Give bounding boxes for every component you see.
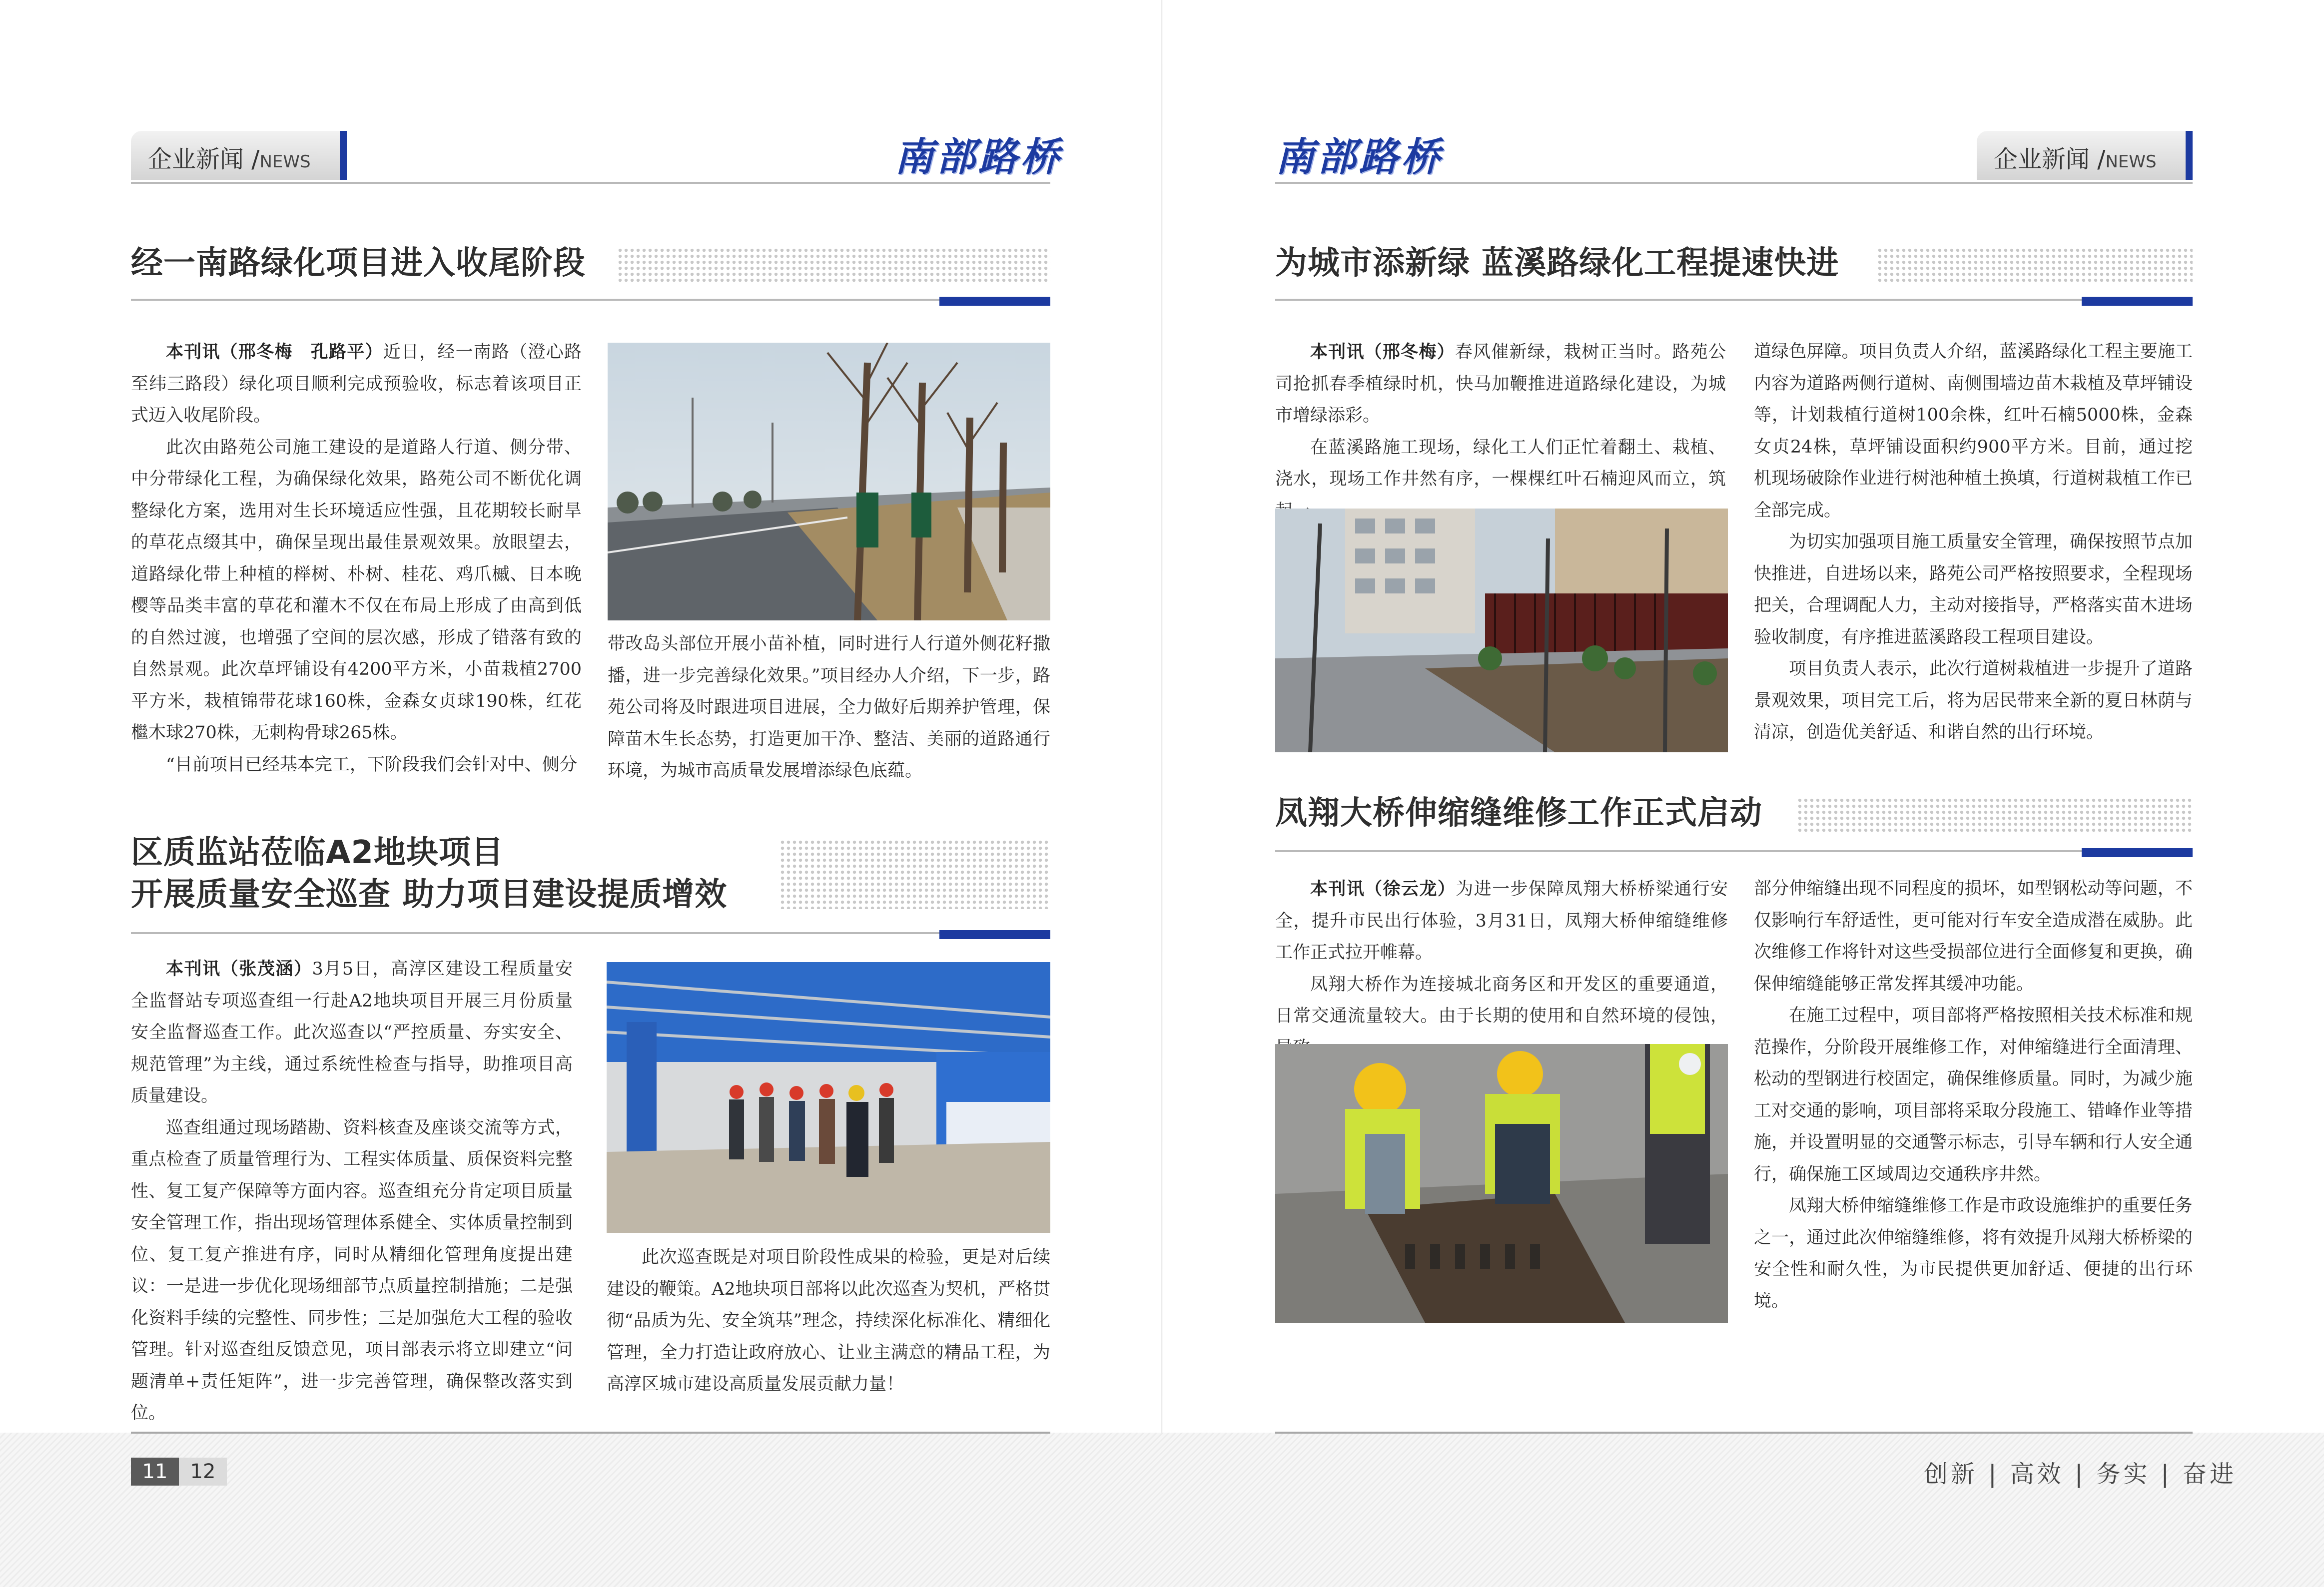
paragraph: 带改岛头部位开展小苗补植，同时进行人行道外侧花籽撒播，进一步完善绿化效果。”项目经办人介绍，下一步，路苑公司将及时跟进项目进展，全力做好后期养护管理，保障苗木生长态势，打造更加干净、整洁、美丽的道路通行环境，为城市高质量发展增添绿色底蕴。 [608,634,1050,781]
header-rule [131,182,1050,184]
paragraph: 近日，经一南路（澄心路至纬三路段）绿化项目顺利完成预验收，标志着该项目正式迈入收尾阶段。 [131,342,582,426]
byline: 本刊讯（邢冬梅 孔路平） [166,342,383,362]
header-rule [1275,182,2193,184]
paragraph: 部分伸缩缝出现不同程度的损坏，如型钢松动等问题，不仅影响行车舒适性，更可能对行车安全造成潜在威胁。此次维修工作将针对这些受损部位进行全面修复和更换，确保伸缩缝能够正常发挥其缓冲功能。 [1754,879,2193,994]
paragraph: 在蓝溪路施工现场，绿化工人们正忙着翻土、栽植、浇水，现场工作井然有序，一棵棵红叶石楠迎风而立，筑 [1275,437,1726,489]
paragraph: 在施工过程中，项目部将严格按照相关技术标准和规范操作，分阶段开展维修工作，对伸缩缝进行全面清理、松动的型钢进行校固定，确保维修质量。同时，为减少施工对交通的影响，项目部将采取分段施工、错峰作业等措施，并设置明显的交通警示标志，引导车辆和行人安全通行，确保施工区域周边交通秩序井然。 [1754,1006,2193,1184]
article-title-line2: 开展质量安全巡查 助力项目建设提质增效 [131,876,728,913]
title-rule [1275,850,2193,852]
footer-slogan: 创新 | 高效 | 务实 | 奋进 [1924,1460,2237,1488]
article-title: 凤翔大桥伸缩缝维修工作正式启动 [1275,795,1762,832]
brand-logo: 南部路桥 [894,134,1063,180]
byline: 本刊讯（张茂涵） [166,959,312,979]
paragraph: 道绿色屏障。项目负责人介绍，蓝溪路绿化工程主要施工内容为道路两侧行道树、南侧围墙边苗木栽植及草坪铺设等，计划栽植行道树100余株，红叶石楠5000株，金森女贞24株，草坪铺设面积约900平方米。目前，通过挖机现场破除作业进行树池种植土换填，行道树栽植工作已全部完成。 [1754,342,2193,521]
article-column [1275,873,1728,1064]
section-title: 企业新闻 [1994,145,2090,173]
byline: 本刊讯（邢冬梅） [1310,342,1455,362]
page-number-left: 11 [131,1458,179,1486]
road-greening-photo [608,343,1050,620]
title-dots [779,839,1050,909]
paragraph: 巡查组通过现场踏勘、资料核查及座谈交流等方式，重点检查了质量管理行为、工程实体质量、质保资料完整性、复工复产保障等方面内容。巡查组充分肯定项目质量安全管理工作，指出现场管理体系健全、实体质量控制到位、复工复产推进有序，同时从精细化管理角度提出建议：一是进一步优化现场细部节点质量控制措施；二是强化资料手续的完整性、同步性；三是加强危大工程的验收管理。针对巡查组反馈意见，项目部表示将立即建立“问题清单+责任矩阵”，进一步完善管理，确保整改落实到位。 [131,1117,573,1423]
title-rule [131,299,1050,301]
paragraph: 凤翔大桥伸缩缝维修工作是市政设施维护的重要任务之一，通过此次伸缩缝维修，将有效提升凤翔大桥桥梁的安全性和耐久性，为市民提供更加舒适、便捷的出行环境。 [1754,1196,2193,1311]
section-tab: 企业新闻 /NEWS [131,131,347,180]
site-inspection-photo [607,962,1050,1233]
title-rule [131,932,1050,934]
article-column [131,953,573,1430]
title-accent-bar [2082,848,2193,857]
right-page [1162,0,2324,1587]
title-dots [1797,797,2193,832]
section-title-en: NEWS [2105,152,2157,172]
footer-rule [131,1432,1050,1434]
article-column [1754,873,2193,1317]
article-column [1275,336,1726,527]
article-column [131,336,582,781]
byline: 本刊讯（徐云龙） [1310,879,1456,899]
paragraph: 此次由路苑公司施工建设的是道路人行道、侧分带、中分带绿化工程，为确保绿化效果，路苑公司不断优化调整绿化方案，选用对生长环境适应性强，且花期较长耐旱的草花点缀其中，确保呈现出最佳景观效果。放眼望去，道路绿化带上种植的榉树、朴树、桂花、鸡爪槭、日本晚樱等品类丰富的草花和灌木不仅在布局上形成了由高到低的自然过渡，也增强了空间的层次感，形成了错落有致的自然景观。此次草坪铺设有4200平方米，小苗栽植2700平方米，栽植锦带花球160株，金森女贞球190株，红花檵木球270株，无刺构骨球265株。 [131,437,582,743]
title-accent-bar [939,297,1050,306]
paragraph: 为进一步保障凤翔大桥桥梁通行安全，提升市民出行体验，3月31日，凤翔大桥伸缩缝维修工作正式拉开帷幕。 [1275,879,1728,963]
section-title: 企业新闻 [148,145,244,173]
title-dots [1877,247,2193,282]
street-planting-photo [1275,509,1728,752]
paragraph: 凤翔大桥作为连接城北商务区和开发区的重要通道，日常交通流量较大。由于长期的使用和自然环境的侵蚀， [1275,974,1728,1026]
article-column [607,1242,1050,1401]
article-title: 经一南路绿化项目进入收尾阶段 [131,245,586,282]
page-number-right: 12 [179,1458,227,1486]
section-title-en: NEWS [259,152,311,172]
article-title-line1: 区质监站莅临A2地块项目 [131,834,504,871]
paragraph: 为切实加强项目施工质量安全管理，确保按照节点加快推进，自进场以来，路苑公司严格按照要求，全程现场把关，合理调配人力，主动对接指导，严格落实苗木进场验收制度，有序推进蓝溪路段工程项目建设。 [1754,532,2193,647]
brand-logo: 南部路桥 [1275,134,1444,180]
title-dots [617,247,1050,282]
paragraph: 3月5日，高淳区建设工程质量安全监督站专项巡查组一行赴A2地块项目开展三月份质量安全监督巡查工作。此次巡查以“严控质量、夯实安全、规范管理”为主线，通过系统性检查与指导，助推项目高质量建设。 [131,959,573,1106]
footer-rule [1275,1432,2193,1434]
section-tab: 企业新闻 /NEWS [1977,131,2193,180]
expansion-joint-repair-photo [1275,1044,1728,1323]
article-column [1754,336,2193,749]
title-accent-bar [939,930,1050,939]
paragraph: “目前项目已经基本完工，下阶段我们会针对中、侧分 [166,754,577,775]
paragraph: 此次巡查既是对项目阶段性成果的检验，更是对后续建设的鞭策。A2地块项目部将以此次巡查为契机，严格贯彻“品质为先、安全筑基”理念，持续深化标准化、精细化管理，全力打造让政府放心、让业主满意的精品工程，为高淳区城市建设高质量发展贡献力量！ [607,1247,1050,1394]
paragraph: 项目负责人表示，此次行道树栽植进一步提升了道路景观效果，项目完工后，将为居民带来全新的夏日林荫与清凉，创造优美舒适、和谐自然的出行环境。 [1754,659,2193,742]
article-title: 为城市添新绿 蓝溪路绿化工程提速快进 [1275,245,1839,282]
title-accent-bar [2082,297,2193,306]
article-column [608,628,1050,787]
paragraph: 春风催新绿，栽树正当时。路苑公司抢抓春季植绿时机，快马加鞭推进道路绿化建设，为城市增绿添彩。 [1275,342,1726,426]
title-rule [1275,299,2193,301]
